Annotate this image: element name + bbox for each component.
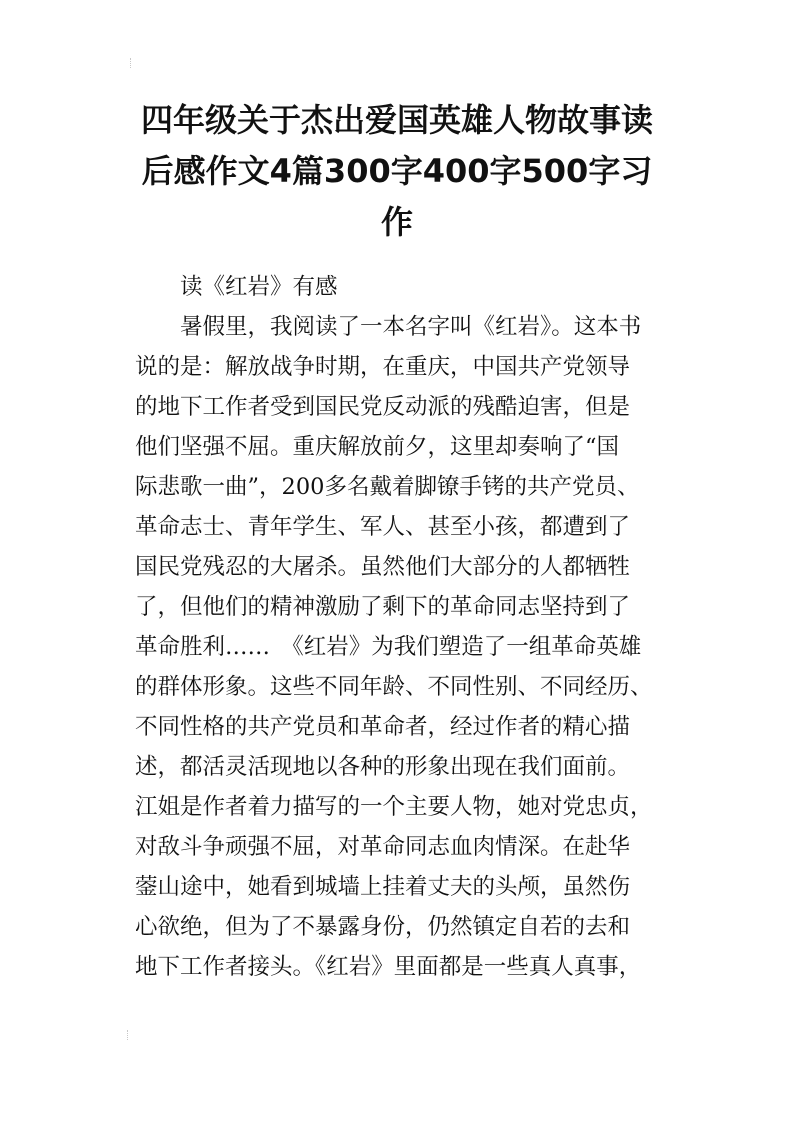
body-line: 革命志士、青年学生、军人、甚至小孩，都遭到了 xyxy=(135,514,631,540)
body-line: 对敌斗争顽强不屈，对革命同志血肉情深。在赴华 xyxy=(135,834,631,860)
body-line: 的群体形象。这些不同年龄、不同性别、不同经历、 xyxy=(135,674,653,700)
body-line: 心欲绝，但为了不暴露身份，仍然镇定自若的去和 xyxy=(135,914,631,940)
body-line: 暑假里，我阅读了一本名字叫《红岩》。这本书 xyxy=(180,314,642,340)
document-title xyxy=(120,95,674,248)
essay-subtitle: 读《红岩》有感 xyxy=(180,274,338,300)
body-line: 他们坚强不屈。重庆解放前夕，这里却奏响了“国 xyxy=(135,434,620,460)
title-line: 后感作文4篇300字400字500字习 xyxy=(141,152,653,190)
body-line: 际悲歌一曲”，200多名戴着脚镣手铐的共产党员、 xyxy=(135,474,640,500)
body-line: 地下工作者接头。《红岩》里面都是一些真人真事， xyxy=(135,954,642,980)
body-line: 说的是：解放战争时期，在重庆，中国共产党领导 xyxy=(135,354,631,380)
title-line: 作 xyxy=(380,203,413,241)
body-line: 的地下工作者受到国民党反动派的残酷迫害，但是 xyxy=(135,394,631,420)
body-line: 不同性格的共产党员和革命者，经过作者的精心描 xyxy=(135,714,631,740)
title-line: 四年级关于杰出爱国英雄人物故事读 xyxy=(140,101,653,139)
body-line: 国民党残忍的大屠杀。虽然他们大部分的人都牺牲 xyxy=(135,554,631,580)
body-line: 了，但他们的精神激励了剩下的革命同志坚持到了 xyxy=(135,594,631,620)
corner-crop-mark xyxy=(130,58,137,68)
body-line: 江姐是作者着力描写的一个主要人物，她对党忠贞， xyxy=(135,794,653,820)
body-line: 革命胜利…… 《红岩》为我们塑造了一组革命英雄 xyxy=(135,634,642,660)
body-line: 蓥山途中，她看到城墙上挂着丈夫的头颅，虽然伤 xyxy=(135,874,631,900)
body-line: 述，都活灵活现地以各种的形象出现在我们面前。 xyxy=(135,754,631,780)
corner-crop-mark xyxy=(127,1030,134,1040)
document-body xyxy=(135,267,675,987)
